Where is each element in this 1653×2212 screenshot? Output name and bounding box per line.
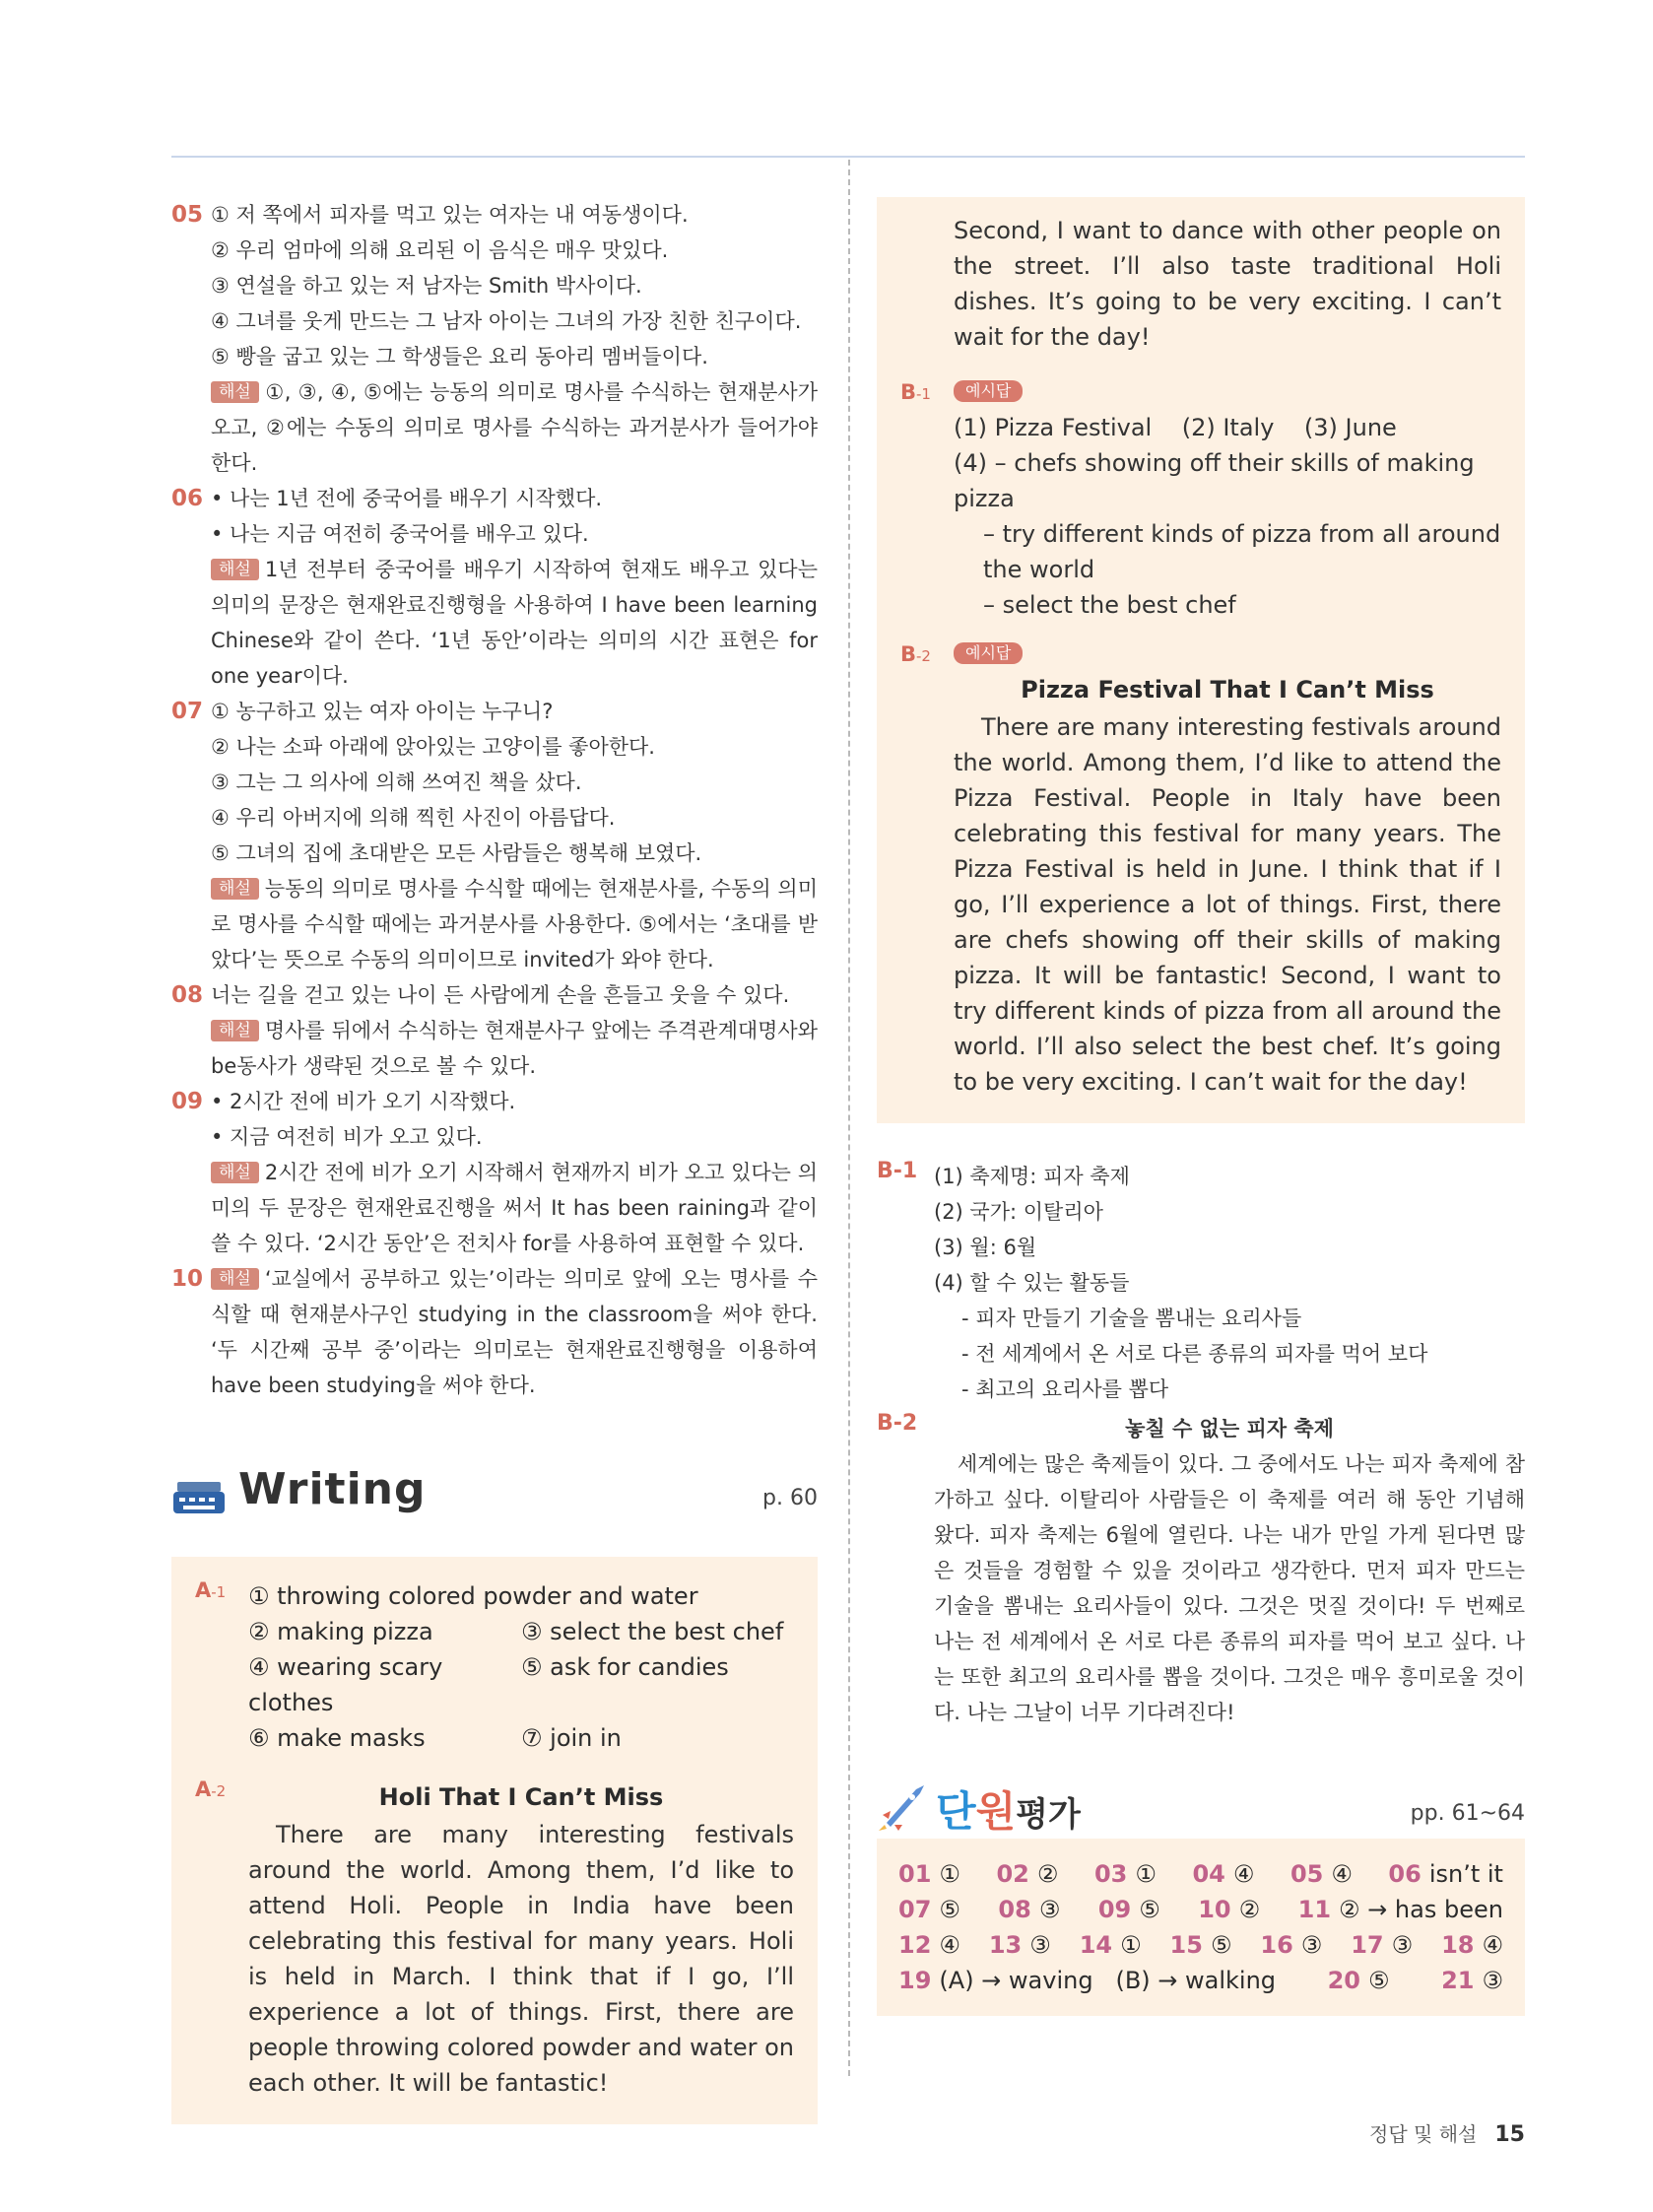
b1-block bbox=[900, 380, 1501, 623]
unit-answer-number: 21 bbox=[1441, 1967, 1475, 1994]
unit-answer bbox=[989, 1927, 1051, 1963]
b1-line: (1) Pizza Festival (2) Italy (3) June bbox=[954, 414, 1397, 441]
question-line: • 나는 지금 여전히 중국어를 배우고 있다. bbox=[211, 522, 589, 546]
question-number: 08 bbox=[171, 982, 204, 1008]
unit-answer-row bbox=[898, 1927, 1503, 1963]
unit-answer-number: 15 bbox=[1169, 1931, 1203, 1959]
top-rule bbox=[171, 156, 1525, 158]
kb1-line: (3) 월: 6월 bbox=[934, 1236, 1037, 1259]
unit-answer-number: 03 bbox=[1093, 1860, 1128, 1888]
page-number: 15 bbox=[1494, 2122, 1525, 2147]
question-line: ① 농구하고 있는 여자 아이는 누구니? bbox=[211, 700, 554, 723]
unit-answer bbox=[1328, 1963, 1390, 1998]
unit-answer bbox=[1298, 1892, 1503, 1927]
explanation-text: ①, ③, ④, ⑤에는 능동의 의미로 명사를 수식하는 현재분사가 오고, ②에는 수동의 의미로 명사를 수식하는 과거분사가 들어가야 한다. bbox=[211, 380, 818, 475]
a2-label: A-2 bbox=[195, 1777, 227, 1801]
unit-answer-row bbox=[898, 1892, 1503, 1927]
question-item bbox=[171, 481, 818, 694]
column-divider bbox=[848, 160, 850, 2076]
a1-item: ③ select the best chef bbox=[521, 1618, 784, 1645]
answer-tag: 예시답 bbox=[954, 380, 1023, 402]
a1-item: ⑤ ask for candies bbox=[521, 1653, 729, 1681]
answer-tag: 예시답 bbox=[954, 642, 1023, 664]
unit-answer-value: (A) → waving (B) → walking bbox=[939, 1967, 1277, 1994]
unit-answer-value: ① bbox=[1120, 1931, 1142, 1959]
unit-answer bbox=[1351, 1927, 1413, 1963]
question-line: • 나는 1년 전에 중국어를 배우기 시작했다. bbox=[211, 487, 603, 510]
explanation-tag: 해설 bbox=[211, 381, 259, 403]
unit-answer-number: 09 bbox=[1097, 1896, 1132, 1923]
unit-answer-number: 13 bbox=[988, 1931, 1023, 1959]
b2-block bbox=[900, 642, 1501, 1100]
question-line: ② 나는 소파 아래에 앉아있는 고양이를 좋아한다. bbox=[211, 735, 655, 759]
question-line: ③ 연설을 하고 있는 저 남자는 Smith 박사이다. bbox=[211, 274, 642, 298]
unit-answer-value: ④ bbox=[1482, 1931, 1503, 1959]
a2-essay-text: There are many interesting festivals around the world. Among them, I’d like to attend Holi. People in India have been celebrating this festival for many years. Holi is held in March. I think that if I go, I’ll experience a lot of things. First, there are people throwing colored powder and water on each other. It will be fantastic! bbox=[248, 1821, 794, 2097]
writing-header bbox=[171, 1464, 818, 1533]
unit-answer bbox=[1290, 1856, 1353, 1892]
unit-answer-value: ③ bbox=[1391, 1931, 1414, 1959]
unit-answer-value: ⑤ bbox=[1139, 1896, 1160, 1923]
unit-answer-number: 04 bbox=[1192, 1860, 1225, 1888]
kb1-line: - 전 세계에서 온 서로 다른 종류의 피자를 먹어 보다 bbox=[961, 1342, 1428, 1366]
unit-answer-number: 12 bbox=[898, 1931, 932, 1959]
explanation-text: 1년 전부터 중국어를 배우기 시작하여 현재도 배우고 있다는 의미의 문장은 현재완료진행형을 사용하여 I have been learning Chinese와 같이 쓴다. ‘1년 동안’이라는 의미의 시간 표현은 for one year이다. bbox=[211, 558, 818, 688]
unit-answer-row bbox=[898, 1963, 1503, 1998]
unit-answer-value: ⑤ bbox=[1368, 1967, 1390, 1994]
unit-answer-row bbox=[898, 1856, 1503, 1892]
question-item bbox=[171, 694, 818, 977]
unit-answer-value: ③ bbox=[1029, 1931, 1051, 1959]
explanation-text: 명사를 뒤에서 수식하는 현재분사구 앞에는 주격관계대명사와 be동사가 생략된 것으로 볼 수 있다. bbox=[211, 1019, 818, 1078]
a1-item: ② making pizza bbox=[248, 1618, 433, 1645]
b2-label: B-2 bbox=[900, 642, 931, 666]
a2-block bbox=[195, 1777, 794, 2101]
kb2-block bbox=[877, 1411, 1525, 1730]
unit-answer-value: ② bbox=[1238, 1896, 1261, 1923]
kb2-text: 세계에는 많은 축제들이 있다. 그 중에서도 나는 피자 축제에 참가하고 싶다. 이탈리아 사람들은 이 축제를 여러 해 동안 기념해 왔다. 피자 축제는 6월에 열린다. 나는 내가 만일 가게 된다면 많은 것들을 경험할 수 있을 것이라고 생각한다. 먼저 피자 만드는 기술을 뽐내는 요리사들이 있다. 그것은 멋질 것이다! 두 번째로 나는 전 세계에서 온 서로 다른 종류의 피자를 먹어 보고 싶다. 나는 또한 최고의 요리사를 뽑을 것이다. 그것은 매우 흥미로울 것이다. 나는 그날이 너무 기다려진다! bbox=[934, 1452, 1525, 1724]
writing-answer-box-cont bbox=[877, 197, 1525, 1123]
right-column bbox=[877, 197, 1525, 2016]
unit-answer-value: ⑤ bbox=[1210, 1931, 1232, 1959]
kb2-label: B-2 bbox=[877, 1411, 918, 1436]
a2-essay-continued: Second, I want to dance with other people on the street. I’ll also taste traditional Holi dishes. It’s going to be very exciting. I can’t wait for the day! bbox=[954, 217, 1501, 351]
unit-answer bbox=[898, 1963, 1276, 1998]
b1-answers bbox=[954, 410, 1501, 623]
unit-answer bbox=[1098, 1892, 1160, 1927]
unit-answer-value: ② bbox=[1036, 1860, 1059, 1888]
unit-answer bbox=[998, 1892, 1060, 1927]
unit-answer-value: ① bbox=[939, 1860, 960, 1888]
unit-answer bbox=[1192, 1856, 1254, 1892]
unit-answer-value: ③ bbox=[1482, 1967, 1503, 1994]
page-footer bbox=[1369, 2118, 1525, 2147]
question-line: • 2시간 전에 비가 오기 시작했다. bbox=[211, 1090, 516, 1113]
unit-answer-number: 20 bbox=[1327, 1967, 1360, 1994]
question-number: 10 bbox=[171, 1266, 204, 1292]
unit-answer bbox=[1388, 1856, 1503, 1892]
typewriter-icon bbox=[171, 1478, 227, 1517]
explanation-text: 2시간 전에 비가 오기 시작해서 현재까지 비가 오고 있다는 의미의 두 문장은 현재완료진행을 써서 It has been raining과 같이 쓸 수 있다. ‘2시간 동안’은 전치사 for를 사용하여 표현할 수 있다. bbox=[211, 1161, 818, 1255]
question-line: ④ 우리 아버지에 의해 찍힌 사진이 아름답다. bbox=[211, 806, 616, 830]
explanation bbox=[211, 1013, 818, 1084]
kb1-label: B-1 bbox=[877, 1159, 918, 1183]
question-item bbox=[171, 1084, 818, 1261]
a1-item: ④ wearing scary clothes bbox=[248, 1653, 443, 1716]
question-number: 05 bbox=[171, 202, 204, 228]
unit-answer bbox=[1198, 1892, 1260, 1927]
writing-page-ref: p. 60 bbox=[762, 1486, 818, 1510]
unit-answer-number: 06 bbox=[1388, 1860, 1422, 1888]
question-line: ⑤ 빵을 굽고 있는 그 학생들은 요리 동아리 멤버들이다. bbox=[211, 345, 708, 369]
b1-label: B-1 bbox=[900, 380, 931, 404]
unit-answer bbox=[898, 1856, 960, 1892]
kb1-line: (2) 국가: 이탈리아 bbox=[934, 1200, 1103, 1224]
a1-item: ⑦ join in bbox=[521, 1724, 622, 1752]
unit-answer bbox=[1441, 1963, 1503, 1998]
explanation-tag: 해설 bbox=[211, 1020, 259, 1041]
footer-label: 정답 및 해설 bbox=[1369, 2122, 1478, 2146]
unit-answer bbox=[1080, 1927, 1142, 1963]
question-number: 06 bbox=[171, 486, 204, 511]
explanation bbox=[211, 1155, 818, 1261]
unit-answer bbox=[898, 1892, 960, 1927]
b2-essay-text: There are many interesting festivals around the world. Among them, I’d like to attend the Pizza Festival. People in Italy have been celebrating this festival for many years. The Pizza Festival is held in June. I think that if I go, I’ll experience a lot of things. First, there are chefs showing off their skills of making pizza. It will be fantastic! Second, I want to try different kinds of pizza from all around the world. I’ll also select the best chef. It’s going to be very exciting. I can’t wait for the day! bbox=[954, 713, 1501, 1096]
question-number: 07 bbox=[171, 699, 204, 724]
b1-line: – try different kinds of pizza from all around the world bbox=[983, 520, 1501, 583]
a1-block bbox=[195, 1578, 794, 1756]
unit-answer-number: 08 bbox=[998, 1896, 1031, 1923]
kb1-line: (1) 축제명: 피자 축제 bbox=[934, 1165, 1130, 1188]
rocket-icon bbox=[877, 1781, 932, 1833]
kb1-line: (4) 할 수 있는 활동들 bbox=[934, 1271, 1130, 1295]
kb1-block bbox=[877, 1159, 1525, 1407]
unit-answer-number: 18 bbox=[1441, 1931, 1475, 1959]
unit-answer-value: ② → has been bbox=[1339, 1896, 1503, 1923]
question-item bbox=[171, 977, 818, 1084]
explanation-text: ‘교실에서 공부하고 있는’이라는 의미로 앞에 오는 명사를 수식할 때 현재분사구인 studying in the classroom을 써야 한다. ‘두 시간째 공부 중’이라는 의미로는 현재완료진행형을 이용하여 have been studying을 써야 한다. bbox=[211, 1267, 818, 1397]
question-number: 09 bbox=[171, 1089, 204, 1114]
unit-answer-number: 19 bbox=[898, 1967, 932, 1994]
left-column bbox=[171, 197, 818, 2124]
writing-answer-box bbox=[171, 1557, 818, 2124]
unit-test-header bbox=[877, 1776, 1525, 1839]
unit-answer-value: isn’t it bbox=[1428, 1860, 1503, 1888]
explanation-tag: 해설 bbox=[211, 1268, 259, 1290]
question-line: ③ 그는 그 의사에 의해 쓰여진 책을 샀다. bbox=[211, 771, 582, 794]
explanation-tag: 해설 bbox=[211, 559, 259, 580]
a1-label: A-1 bbox=[195, 1578, 227, 1602]
explanation-tag: 해설 bbox=[211, 878, 259, 900]
unit-answer-value: ③ bbox=[1038, 1896, 1061, 1923]
kb1-lines bbox=[934, 1159, 1525, 1407]
writing-title: Writing bbox=[238, 1464, 427, 1514]
unit-answer-value: ④ bbox=[1331, 1860, 1353, 1888]
unit-answer-number: 16 bbox=[1260, 1931, 1293, 1959]
kb2-title: 놓칠 수 없는 피자 축제 bbox=[1125, 1417, 1334, 1441]
unit-answer-value: ① bbox=[1135, 1860, 1157, 1888]
unit-answer bbox=[1094, 1856, 1157, 1892]
explanation-text: 능동의 의미로 명사를 수식할 때에는 현재분사를, 수동의 의미로 명사를 수식할 때에는 과거분사를 사용한다. ⑤에서는 ‘초대를 받았다’는 뜻으로 수동의 의미이므로 invited가 와야 한다. bbox=[211, 877, 818, 972]
explanation-tag: 해설 bbox=[211, 1162, 259, 1183]
a1-items bbox=[248, 1578, 794, 1756]
a2-essay-title: Holi That I Can’t Miss bbox=[378, 1783, 664, 1811]
unit-test-answers bbox=[877, 1839, 1525, 2016]
unit-answer bbox=[996, 1856, 1058, 1892]
question-line: ① 저 쪽에서 피자를 먹고 있는 여자는 내 여동생이다. bbox=[211, 203, 689, 227]
unit-answer-number: 17 bbox=[1351, 1931, 1384, 1959]
question-line: ② 우리 엄마에 의해 요리된 이 음식은 매우 맛있다. bbox=[211, 238, 669, 262]
explanation bbox=[211, 552, 818, 694]
unit-answer bbox=[1170, 1927, 1232, 1963]
question-line: • 지금 여전히 비가 오고 있다. bbox=[211, 1125, 483, 1149]
kb1-line: - 피자 만들기 기술을 뽐내는 요리사들 bbox=[961, 1307, 1302, 1330]
explanation bbox=[211, 1261, 818, 1403]
question-line: 너는 길을 걷고 있는 나이 든 사람에게 손을 흔들고 웃을 수 있다. bbox=[211, 983, 790, 1007]
unit-answer-value: ④ bbox=[939, 1931, 960, 1959]
a1-item: ① throwing colored powder and water bbox=[248, 1582, 698, 1610]
unit-answer bbox=[898, 1927, 960, 1963]
question-item bbox=[171, 1261, 818, 1403]
unit-answer-number: 02 bbox=[996, 1860, 1029, 1888]
a1-item: ⑥ make masks bbox=[248, 1724, 426, 1752]
unit-answer bbox=[1260, 1927, 1322, 1963]
b1-line: – select the best chef bbox=[983, 591, 1236, 619]
unit-answer bbox=[1441, 1927, 1503, 1963]
unit-answer-value: ⑤ bbox=[939, 1896, 960, 1923]
unit-answer-number: 07 bbox=[898, 1896, 932, 1923]
unit-answer-number: 14 bbox=[1079, 1931, 1113, 1959]
explanation bbox=[211, 871, 818, 977]
b1-line: (4) – chefs showing off their skills of making pizza bbox=[954, 449, 1475, 512]
unit-answer-value: ④ bbox=[1232, 1860, 1255, 1888]
unit-answer-number: 05 bbox=[1289, 1860, 1324, 1888]
b2-essay-title: Pizza Festival That I Can’t Miss bbox=[1021, 676, 1434, 704]
question-line: ⑤ 그녀의 집에 초대받은 모든 사람들은 행복해 보였다. bbox=[211, 841, 702, 865]
question-item bbox=[171, 197, 818, 481]
question-list bbox=[171, 197, 818, 1403]
unit-answer-value: ③ bbox=[1300, 1931, 1323, 1959]
unit-answer-number: 10 bbox=[1198, 1896, 1231, 1923]
unit-test-title: 단원평가 bbox=[936, 1787, 1081, 1836]
unit-answer-number: 01 bbox=[898, 1860, 932, 1888]
unit-test-page-ref: pp. 61~64 bbox=[1410, 1801, 1525, 1826]
unit-answer-number: 11 bbox=[1297, 1896, 1332, 1923]
question-line: ④ 그녀를 웃게 만드는 그 남자 아이는 그녀의 가장 친한 친구이다. bbox=[211, 309, 802, 333]
explanation bbox=[211, 374, 818, 481]
kb1-line: - 최고의 요리사를 뽑다 bbox=[961, 1377, 1169, 1401]
